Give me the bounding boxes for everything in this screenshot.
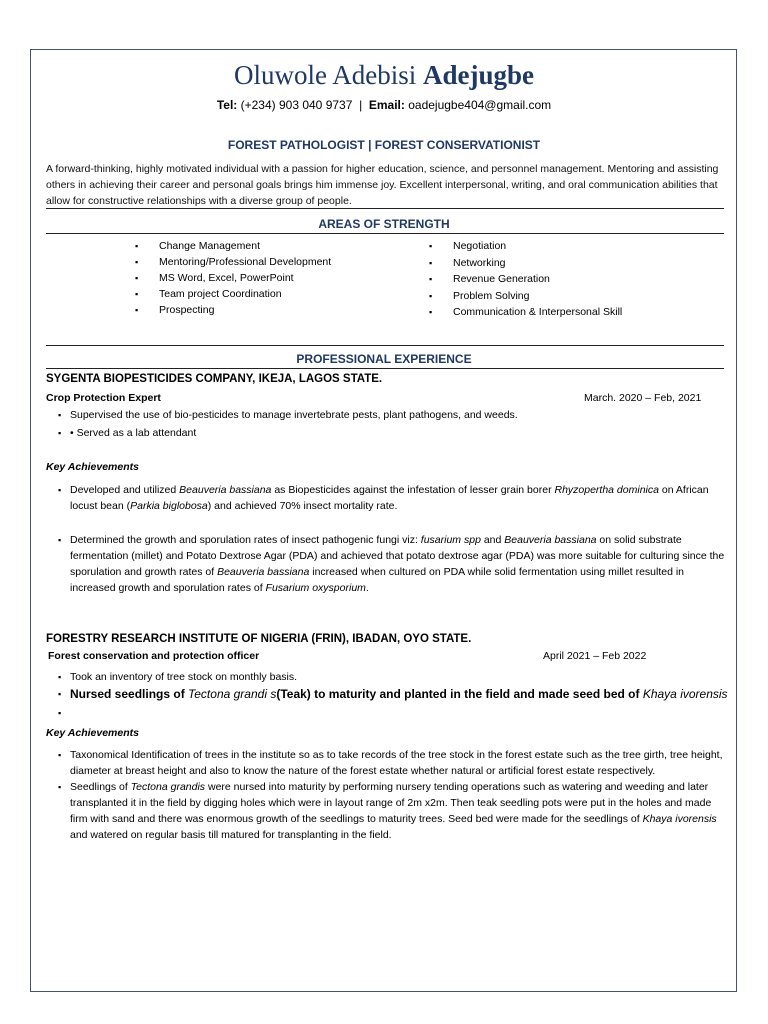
strengths-heading: AREAS OF STRENGTH: [318, 217, 450, 231]
experience-heading: PROFESSIONAL EXPERIENCE: [296, 352, 472, 366]
list-item: ▪ Communication & Interpersonal Skill: [429, 304, 622, 321]
company-name: FORESTRY RESEARCH INSTITUTE OF NIGERIA (FRIN), IBADAN, OYO STATE.: [46, 633, 472, 645]
tel-value: (+234) 903 040 9737: [240, 98, 353, 112]
list-item: ▪ Seedlings of Tectona grandis were nursed into maturity by performing nursery tending operations such as watering and weeding and later transplanted it in the field by digging holes which were in layout range of 2m x2m. Then teak seedling pots were put in the holes and made firm with sand and there was enormous growth of the seedlings to maturity trees. Seed bed were made for the seedlings of Khaya ivorensis and watered on regular basis till matured for transplanting in the field.: [58, 779, 728, 843]
job2-achievements: [58, 747, 728, 843]
tel-label: Tel:: [216, 98, 238, 112]
first-names: Oluwole Adebisi: [233, 60, 423, 90]
job1-duties: [58, 407, 728, 441]
surname: Adejugbe: [422, 60, 534, 90]
summary-paragraph: A forward-thinking, highly motivated individual with a passion for higher education, science, and personnel management. Mentoring and assisting others in achieving their career and personal goals brings him immense joy. Excellent interpersonal, writing, and oral communication abilities that allow for constructive relationships with a diverse group of people.: [46, 163, 719, 207]
list-item: ▪ Networking: [429, 255, 622, 272]
email-value[interactable]: oadejugbe404@gmail.com: [408, 98, 552, 112]
list-item: ▪ Taxonomical Identification of trees in the institute so as to take records of the tree stock in the forest estate such as the tree girth, tree height, diameter at breast height and also to know the nature of the forest estate whether natural or artificial forest estate respectively.: [58, 747, 728, 779]
list-item: ▪ Team project Coordination: [135, 286, 331, 302]
list-item: ▪ Negotiation: [429, 238, 622, 255]
list-item: ▪ Change Management: [135, 238, 331, 254]
strengths-right-list: [429, 238, 622, 321]
list-item: [58, 705, 728, 721]
job-dates: April 2021 – Feb 2022: [543, 650, 647, 662]
job-title: Forest conservation and protection officer: [48, 650, 260, 662]
strengths-left-list: [135, 238, 331, 318]
list-item: ▪ Nursed seedlings of Tectona grandi s(Teak) to maturity and planted in the field and made seed bed of Khaya ivorensis: [58, 686, 728, 702]
contact-line: [0, 98, 768, 112]
candidate-name: [0, 60, 768, 91]
divider: [46, 233, 724, 234]
role-title: FOREST PATHOLOGIST | FOREST CONSERVATIONIST: [227, 138, 541, 152]
list-item: ▪ • Served as a lab attendant: [58, 425, 728, 441]
list-item: ▪ Took an inventory of tree stock on monthly basis.: [58, 669, 728, 685]
list-item: ▪ Revenue Generation: [429, 271, 622, 288]
contact-separator: |: [359, 98, 363, 112]
job-dates: March. 2020 – Feb, 2021: [584, 392, 702, 404]
divider: [46, 368, 724, 369]
list-item: ▪ Developed and utilized Beauveria bassiana as Biopesticides against the infestation of lesser grain borer Rhyzopertha dominica on African locust bean (Parkia biglobosa) and achieved 70% insect mortality rate.: [58, 482, 728, 514]
list-item: ▪ Determined the growth and sporulation rates of insect pathogenic fungi viz: fusarium spp and Beauveria bassiana on solid substrate fermentation (millet) and Potato Dextrose Agar (PDA) and achieved that potato dextrose agar (PDA) was more suitable for culturing since the sporulation and growth rates of Beauveria bassiana increased when cultured on PDA while solid fermentation using millet resulted in increased growth and sporulation rates of Fusarium oxysporium.: [58, 532, 728, 596]
job1-achievements: [58, 482, 728, 596]
key-achievements-label: Key Achievements: [46, 727, 139, 739]
list-item: ▪ Problem Solving: [429, 288, 622, 305]
divider: [46, 345, 724, 346]
list-item: ▪ Supervised the use of bio-pesticides to manage invertebrate pests, plant pathogens, and weeds.: [58, 407, 728, 423]
list-item: ▪ Mentoring/Professional Development: [135, 254, 331, 270]
job-title: Crop Protection Expert: [46, 392, 161, 404]
list-item: ▪ MS Word, Excel, PowerPoint: [135, 270, 331, 286]
divider: [46, 208, 724, 209]
job2-duties: [58, 669, 728, 721]
key-achievements-label: Key Achievements: [46, 461, 139, 473]
company-name: SYGENTA BIOPESTICIDES COMPANY, IKEJA, LAGOS STATE.: [46, 373, 383, 385]
list-item: ▪ Prospecting: [135, 302, 331, 318]
email-label: Email:: [368, 98, 405, 112]
